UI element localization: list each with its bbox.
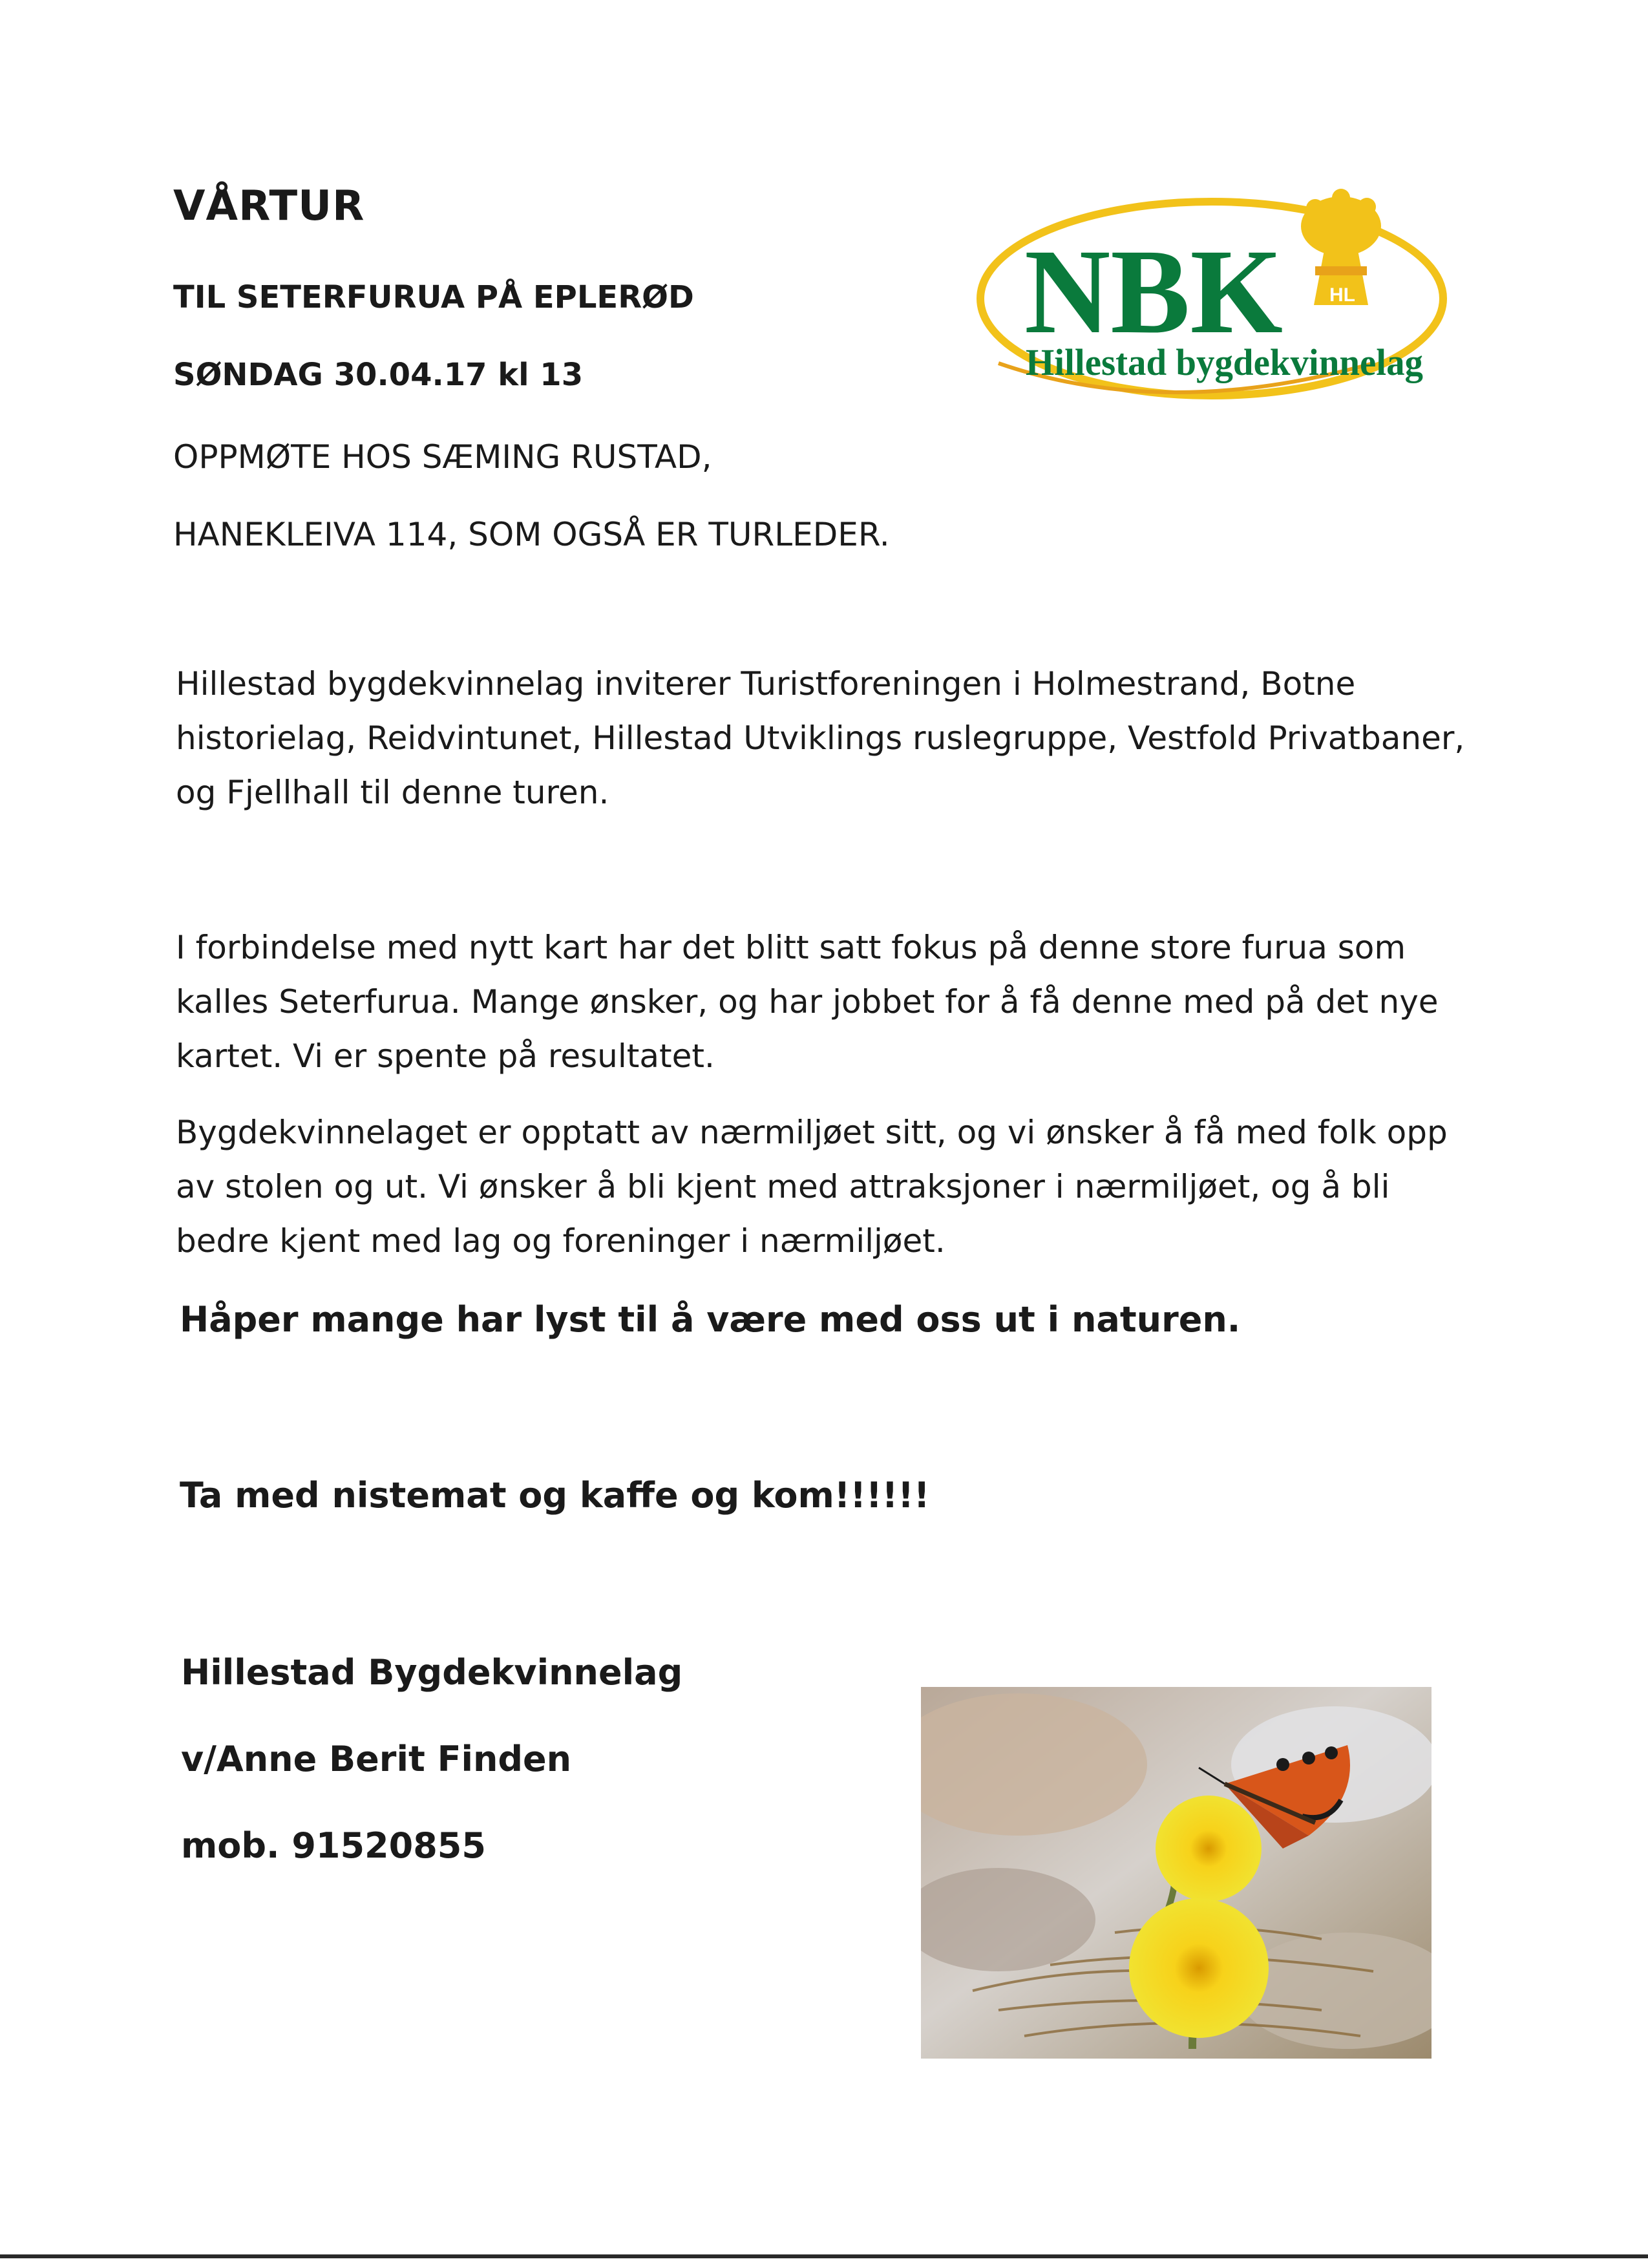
signature-phone: mob. 91520855: [181, 1825, 486, 1866]
invite-paragraph: [176, 657, 1468, 820]
logo-emblem-initials: HL: [1329, 284, 1355, 306]
invite-line: og Fjellhall til denne turen.: [176, 774, 609, 811]
map-line: I forbindelse med nytt kart har det blitt satt fokus på denne store furua som: [176, 929, 1406, 966]
community-line: Bygdekvinnelaget er opptatt av nærmiljøet sitt, og vi ønsker å få med folk opp: [176, 1114, 1448, 1151]
document-title: VÅRTUR: [173, 182, 365, 230]
map-paragraph: [176, 920, 1468, 1083]
signature-contact: v/Anne Berit Finden: [181, 1739, 572, 1779]
meeting-line-2: HANEKLEIVA 114, SOM OGSÅ ER TURLEDER.: [173, 516, 890, 553]
destination-line: TIL SETERFURUA PÅ EPLERØD: [173, 279, 694, 315]
invite-line: historielag, Reidvintunet, Hillestad Utviklings ruslegruppe, Vestfold Privatbaner,: [176, 719, 1465, 757]
hope-line: Håper mange har lyst til å være med oss ut i naturen.: [180, 1299, 1241, 1340]
lower-flower: [1129, 1898, 1269, 2038]
map-line: kalles Seterfurua. Mange ønsker, og har jobbet for å få denne med på det nye: [176, 983, 1439, 1021]
signature-org: Hillestad Bygdekvinnelag: [181, 1652, 683, 1693]
upper-flower: [1156, 1796, 1262, 1902]
community-paragraph: [176, 1105, 1468, 1268]
meeting-line-1: OPPMØTE HOS SÆMING RUSTAD,: [173, 438, 712, 476]
logo-name: Hillestad bygdekvinnelag: [1026, 341, 1423, 383]
bring-line: Ta med nistemat og kaffe og kom!!!!!!: [180, 1475, 930, 1516]
butterfly-flowers-photo: [921, 1687, 1431, 2059]
map-line: kartet. Vi er spente på resultatet.: [176, 1037, 715, 1075]
scan-edge: [0, 2254, 1648, 2258]
community-line: bedre kjent med lag og foreninger i nærmiljøet.: [176, 1222, 945, 1260]
invite-line: Hillestad bygdekvinnelag inviterer Turistforeningen i Holmestrand, Botne: [176, 665, 1356, 703]
logo-acronym: NBK: [1024, 224, 1283, 359]
date-line: SØNDAG 30.04.17 kl 13: [173, 357, 584, 393]
nbk-logo: [973, 169, 1451, 441]
community-line: av stolen og ut. Vi ønsker å bli kjent med attraksjoner i nærmiljøet, og å bli: [176, 1168, 1390, 1205]
